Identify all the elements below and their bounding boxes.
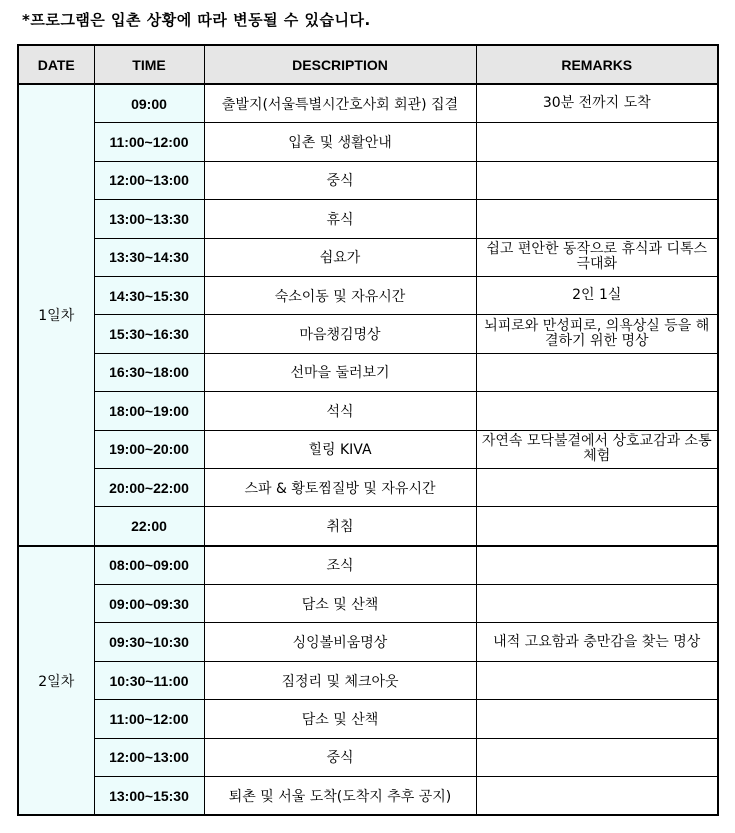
time-cell: 12:00~13:00 <box>94 161 204 199</box>
table-row <box>18 123 718 161</box>
time-cell: 09:00 <box>94 84 204 123</box>
table-row <box>18 315 718 353</box>
description-cell: 취침 <box>204 507 476 546</box>
table-row <box>18 507 718 546</box>
table-row <box>18 546 718 585</box>
table-row <box>18 200 718 238</box>
time-cell: 13:30~14:30 <box>94 238 204 276</box>
remarks-cell <box>476 507 718 546</box>
time-cell: 11:00~12:00 <box>94 123 204 161</box>
remarks-cell <box>476 700 718 738</box>
time-cell: 16:30~18:00 <box>94 353 204 391</box>
table-row <box>18 392 718 430</box>
day-label: 1일차 <box>18 84 94 546</box>
description-cell: 석식 <box>204 392 476 430</box>
time-cell: 09:30~10:30 <box>94 623 204 661</box>
schedule-table <box>17 44 719 816</box>
table-row <box>18 700 718 738</box>
time-cell: 19:00~20:00 <box>94 430 204 468</box>
time-cell: 10:30~11:00 <box>94 661 204 699</box>
table-row <box>18 430 718 468</box>
remarks-cell <box>476 392 718 430</box>
schedule-body <box>18 84 718 815</box>
time-cell: 22:00 <box>94 507 204 546</box>
header-date: DATE <box>18 45 94 84</box>
table-row <box>18 661 718 699</box>
description-cell: 휴식 <box>204 200 476 238</box>
description-cell: 중식 <box>204 161 476 199</box>
header-time: TIME <box>94 45 204 84</box>
description-cell: 짐정리 및 체크아웃 <box>204 661 476 699</box>
table-row <box>18 353 718 391</box>
remarks-cell: 자연속 모닥불곁에서 상호교감과 소통 체험 <box>476 430 718 468</box>
time-cell: 13:00~15:30 <box>94 777 204 816</box>
remarks-cell: 내적 고요함과 충만감을 찾는 명상 <box>476 623 718 661</box>
table-row <box>18 623 718 661</box>
time-cell: 18:00~19:00 <box>94 392 204 430</box>
time-cell: 12:00~13:00 <box>94 738 204 776</box>
remarks-cell <box>476 468 718 506</box>
table-row <box>18 84 718 123</box>
description-cell: 담소 및 산책 <box>204 585 476 623</box>
time-cell: 20:00~22:00 <box>94 468 204 506</box>
remarks-cell <box>476 738 718 776</box>
remarks-cell <box>476 123 718 161</box>
remarks-cell <box>476 200 718 238</box>
description-cell: 조식 <box>204 546 476 585</box>
time-cell: 11:00~12:00 <box>94 700 204 738</box>
description-cell: 스파 & 황토찜질방 및 자유시간 <box>204 468 476 506</box>
table-row <box>18 238 718 276</box>
description-cell: 담소 및 산책 <box>204 700 476 738</box>
description-cell: 쉼요가 <box>204 238 476 276</box>
time-cell: 14:30~15:30 <box>94 276 204 314</box>
table-row <box>18 276 718 314</box>
remarks-cell <box>476 161 718 199</box>
description-cell: 선마을 둘러보기 <box>204 353 476 391</box>
table-row <box>18 161 718 199</box>
remarks-cell <box>476 546 718 585</box>
remarks-cell: 2인 1실 <box>476 276 718 314</box>
remarks-cell <box>476 777 718 816</box>
time-cell: 09:00~09:30 <box>94 585 204 623</box>
description-cell: 입촌 및 생활안내 <box>204 123 476 161</box>
table-row <box>18 738 718 776</box>
header-remarks: REMARKS <box>476 45 718 84</box>
description-cell: 중식 <box>204 738 476 776</box>
remarks-cell <box>476 353 718 391</box>
table-row <box>18 777 718 816</box>
header-description: DESCRIPTION <box>204 45 476 84</box>
day-label: 2일차 <box>18 546 94 816</box>
remarks-cell: 30분 전까지 도착 <box>476 84 718 123</box>
time-cell: 15:30~16:30 <box>94 315 204 353</box>
schedule-notice: *프로그램은 입촌 상황에 따라 변동될 수 있습니다. <box>22 11 371 29</box>
remarks-cell <box>476 585 718 623</box>
description-cell: 싱잉볼비움명상 <box>204 623 476 661</box>
table-row <box>18 468 718 506</box>
remarks-cell: 뇌피로와 만성피로, 의욕상실 등을 해결하기 위한 명상 <box>476 315 718 353</box>
header-row <box>18 45 718 84</box>
remarks-cell <box>476 661 718 699</box>
description-cell: 힐링 KIVA <box>204 430 476 468</box>
description-cell: 마음챙김명상 <box>204 315 476 353</box>
time-cell: 08:00~09:00 <box>94 546 204 585</box>
description-cell: 숙소이동 및 자유시간 <box>204 276 476 314</box>
table-row <box>18 585 718 623</box>
time-cell: 13:00~13:30 <box>94 200 204 238</box>
description-cell: 출발지(서울특별시간호사회 회관) 집결 <box>204 84 476 123</box>
remarks-cell: 쉽고 편안한 동작으로 휴식과 디톡스 극대화 <box>476 238 718 276</box>
description-cell: 퇴촌 및 서울 도착(도착지 추후 공지) <box>204 777 476 816</box>
